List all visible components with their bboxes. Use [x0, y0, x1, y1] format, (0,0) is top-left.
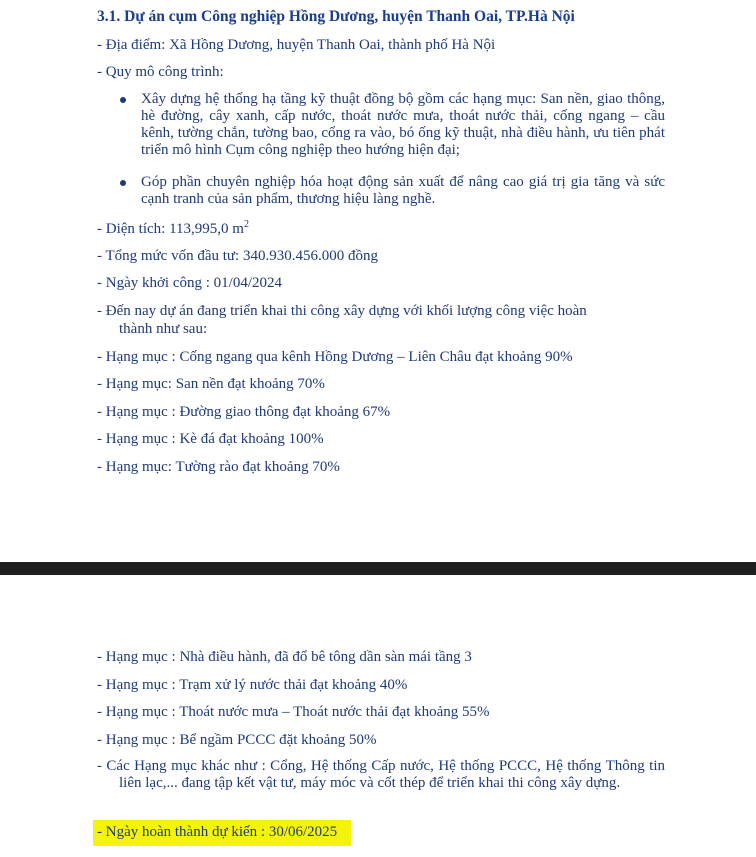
- list-item: - Hạng mục: Tường rào đạt khoảng 70%: [97, 459, 340, 475]
- other-items-paragraph: [97, 758, 665, 792]
- area-line: [97, 220, 249, 238]
- progress-intro-line-1: - Đến nay dự án đang triển khai thi công xây dựng với khối lượng công việc hoàn: [97, 303, 587, 319]
- list-item: - Hạng mục : Nhà điều hành, đã đổ bê tông dần sàn mái tầng 3: [97, 649, 472, 665]
- scale-label: - Quy mô công trình:: [97, 64, 224, 80]
- list-item: - Hạng mục : Trạm xử lý nước thải đạt khoảng 40%: [97, 677, 408, 693]
- completion-date-line: [97, 823, 351, 841]
- list-item: - Hạng mục : Đường giao thông đạt khoảng 67%: [97, 404, 391, 420]
- scale-bullet-1: Xây dựng hệ thống hạ tầng kỹ thuật đồng bộ gồm các hạng mục: San nền, giao thông, hè đường, cây xanh, cấp nước, thoát nước mưa, thoát nước thải, cống ngang – cầu kênh, tường chắn, tường bao, cổng ra vào, bó ống kỹ thuật, nhà điều hành, ưu tiên phát triển mô hình Cụm công nghiệp theo hướng hiện đại;: [141, 91, 665, 158]
- list-item: - Hạng mục : Thoát nước mưa – Thoát nước thải đạt khoảng 55%: [97, 704, 490, 720]
- list-item: - Hạng mục : Bể ngầm PCCC đặt khoảng 50%: [97, 732, 377, 748]
- document-page-2: [0, 575, 756, 857]
- progress-intro-line-2: thành như sau:: [119, 321, 208, 337]
- scale-bullet-2: Góp phần chuyên nghiệp hóa hoạt động sản xuất để nâng cao giá trị gia tăng và sức cạnh tranh của sản phẩm, thương hiệu làng nghề.: [141, 174, 665, 207]
- section-heading: 3.1. Dự án cụm Công nghiệp Hồng Dương, huyện Thanh Oai, TP.Hà Nội: [97, 8, 575, 25]
- investment-line: - Tổng mức vốn đầu tư: 340.930.456.000 đồng: [97, 248, 378, 264]
- start-date-line: - Ngày khởi công : 01/04/2024: [97, 275, 282, 291]
- area-unit-superscript: 2: [243, 219, 249, 230]
- location-line: - Địa điểm: Xã Hồng Dương, huyện Thanh Oai, thành phố Hà Nội: [97, 37, 496, 53]
- completion-date-highlight: - Ngày hoàn thành dự kiến : 30/06/2025: [93, 820, 351, 846]
- page-separator: [0, 562, 756, 575]
- other-items-text: - Các Hạng mục khác như : Cổng, Hệ thống Cấp nước, Hệ thống PCCC, Hệ thống Thông tin liên lạc,... đang tập kết vật tư, máy móc và cốt thép để triển khai thi công xây dựng.: [97, 758, 665, 791]
- area-text: - Diện tích: 113,995,0 m: [97, 221, 244, 237]
- bullet-dot-icon: [120, 180, 126, 186]
- list-item: - Hạng mục: San nền đạt khoảng 70%: [97, 376, 325, 392]
- bullet-dot-icon: [120, 97, 126, 103]
- list-item: - Hạng mục : Kè đá đạt khoảng 100%: [97, 431, 324, 447]
- list-item: - Hạng mục : Cống ngang qua kênh Hồng Dương – Liên Châu đạt khoảng 90%: [97, 349, 573, 365]
